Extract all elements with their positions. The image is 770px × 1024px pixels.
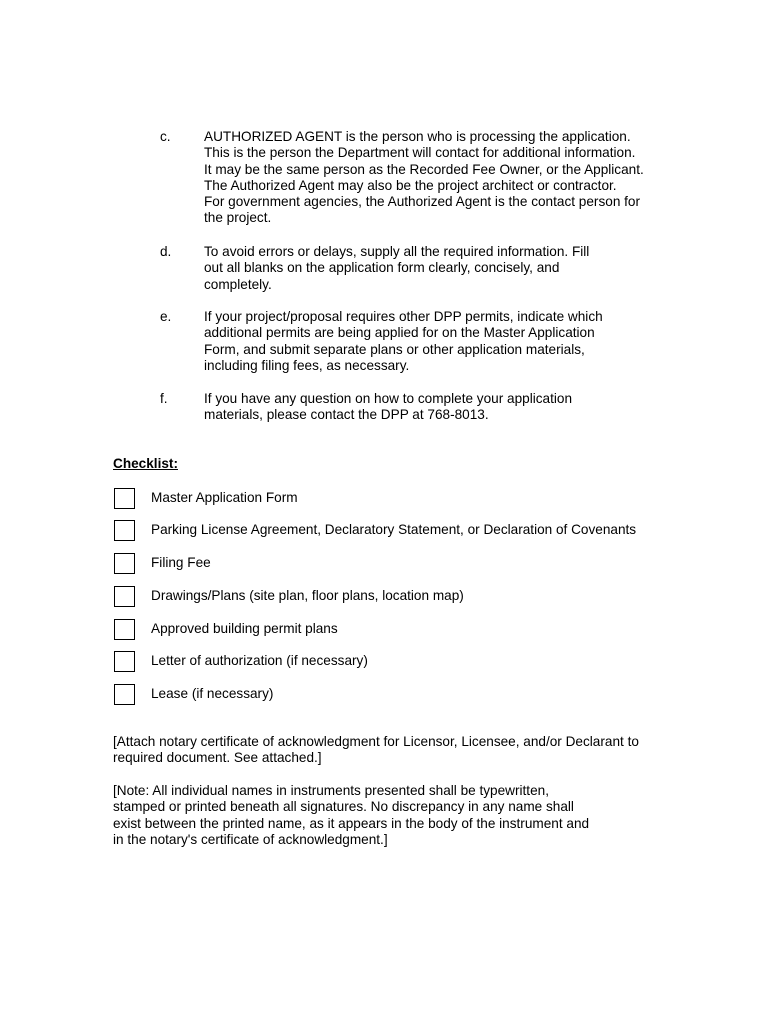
- instruction-text: [204, 309, 724, 374]
- checkbox[interactable]: [114, 651, 135, 672]
- checklist-item-label: Letter of authorization (if necessary): [151, 653, 368, 668]
- attach-note-paragraph: [113, 734, 733, 767]
- checklist-item: [114, 619, 734, 643]
- instruction-text: [204, 391, 724, 424]
- paragraph-line: [Attach notary certificate of acknowledgment for Licensor, Licensee, and/or Declarant to: [113, 734, 639, 749]
- checkbox[interactable]: [114, 586, 135, 607]
- checkbox[interactable]: [114, 488, 135, 509]
- checklist-item-label: Drawings/Plans (site plan, floor plans, location map): [151, 588, 464, 603]
- instruction-line: completely.: [204, 276, 272, 292]
- checklist-item-label: Parking License Agreement, Declaratory Statement, or Declaration of Covenants: [151, 522, 637, 537]
- checklist-item: [114, 684, 734, 708]
- instruction-letter: c.: [160, 129, 171, 144]
- instruction-line: For government agencies, the Authorized Agent is the contact person for: [204, 194, 641, 210]
- checkbox[interactable]: [114, 520, 135, 541]
- checklist-item-label: Master Application Form: [151, 490, 298, 505]
- checkbox[interactable]: [114, 619, 135, 640]
- instruction-line: out all blanks on the application form clearly, concisely, and: [204, 260, 560, 276]
- paragraph-line: in the notary's certificate of acknowledgment.]: [113, 831, 388, 847]
- instruction-line: including filing fees, as necessary.: [204, 357, 410, 373]
- instruction-line: If you have any question on how to complete your application: [204, 391, 573, 406]
- checklist-item: [114, 586, 734, 610]
- instruction-text: [204, 244, 724, 293]
- instruction-letter: d.: [160, 244, 172, 259]
- instruction-line: It may be the same person as the Recorded Fee Owner, or the Applicant.: [204, 161, 644, 177]
- instruction-text: [204, 129, 724, 227]
- paragraph-line: stamped or printed beneath all signatures. No discrepancy in any name shall: [113, 799, 574, 815]
- checklist-item: [114, 520, 734, 544]
- instruction-line: Form, and submit separate plans or other application materials,: [204, 341, 585, 357]
- checkbox[interactable]: [114, 553, 135, 574]
- instruction-line: The Authorized Agent may also be the project architect or contractor.: [204, 177, 617, 193]
- names-note-paragraph: [113, 783, 733, 848]
- checkbox[interactable]: [114, 684, 135, 705]
- instruction-letter: e.: [160, 309, 172, 324]
- paragraph-line: exist between the printed name, as it appears in the body of the instrument and: [113, 815, 590, 831]
- instruction-letter: f.: [160, 391, 168, 406]
- instruction-line: This is the person the Department will contact for additional information.: [204, 145, 636, 161]
- checklist-item: [114, 553, 734, 577]
- checklist-item: [114, 488, 734, 512]
- paragraph-line: [Note: All individual names in instruments presented shall be typewritten,: [113, 783, 549, 798]
- checklist-heading: Checklist:: [113, 456, 178, 471]
- checklist-item-label: Approved building permit plans: [151, 621, 338, 636]
- instruction-line: additional permits are being applied for on the Master Application: [204, 325, 595, 341]
- instruction-line: To avoid errors or delays, supply all the required information. Fill: [204, 244, 590, 259]
- checklist-item: [114, 651, 734, 675]
- checklist-item-label: Filing Fee: [151, 555, 211, 570]
- instruction-line: materials, please contact the DPP at 768-8013.: [204, 407, 489, 423]
- instruction-line: If your project/proposal requires other DPP permits, indicate which: [204, 309, 603, 324]
- instruction-line: AUTHORIZED AGENT is the person who is processing the application.: [204, 129, 631, 144]
- checklist-item-label: Lease (if necessary): [151, 686, 274, 701]
- instruction-line: the project.: [204, 210, 272, 226]
- paragraph-line: required document. See attached.]: [113, 750, 322, 766]
